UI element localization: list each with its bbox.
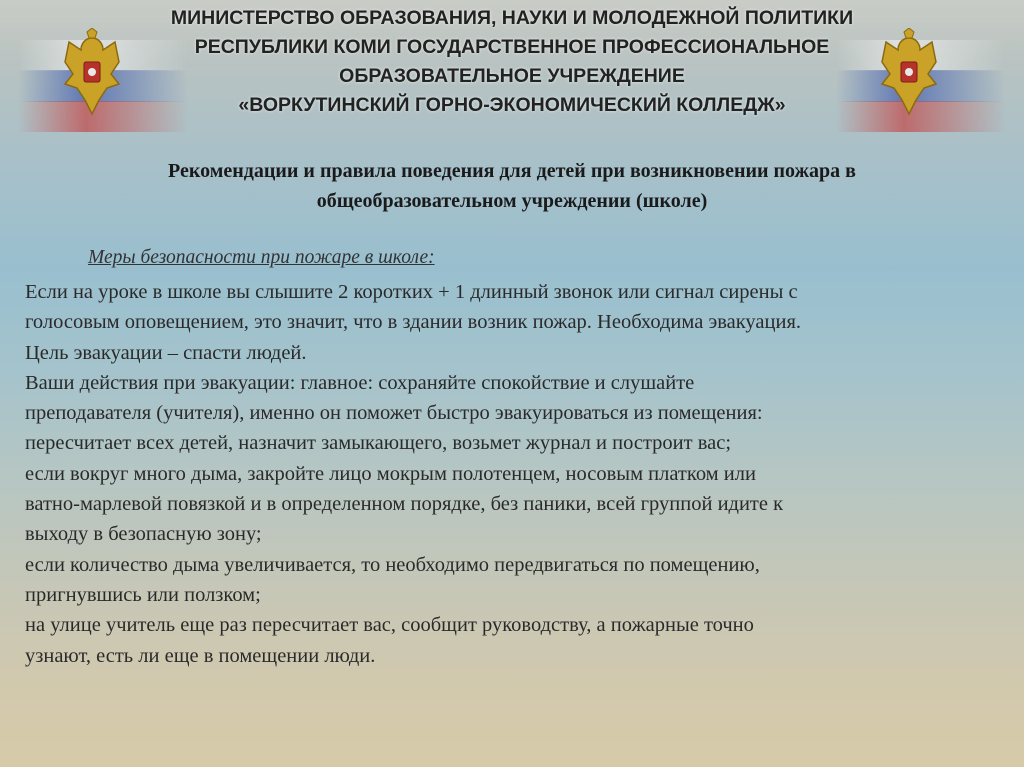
header-line: ОБРАЗОВАТЕЛЬНОЕ УЧРЕЖДЕНИЕ — [339, 65, 685, 87]
section-heading: Меры безопасности при пожаре в школе: — [88, 247, 435, 268]
paragraph-line: узнают, есть ли еще в помещении люди. — [25, 644, 376, 667]
header-line: РЕСПУБЛИКИ КОМИ ГОСУДАРСТВЕННОЕ ПРОФЕССИОНАЛЬНОЕ — [194, 36, 830, 58]
paragraph-line: пересчитает всех детей, назначит замыкающего, возьмет журнал и построит вас; — [25, 432, 732, 455]
paragraph-line: если вокруг много дыма, закройте лицо мокрым полотенцем, носовым платком или — [25, 462, 756, 485]
coat-of-arms-icon — [55, 28, 129, 120]
paragraph-line: если количество дыма увеличивается, то необходимо передвигаться по помещению, — [25, 553, 760, 576]
body-text — [25, 277, 1015, 671]
header-line: «ВОРКУТИНСКИЙ ГОРНО-ЭКОНОМИЧЕСКИЙ КОЛЛЕДЖ» — [238, 94, 786, 116]
document-title — [30, 156, 994, 216]
paragraph-line: преподавателя (учителя), именно он поможет быстро эвакуироваться из помещения: — [25, 402, 763, 425]
paragraph-line: ватно-марлевой повязкой и в определенном порядке, без паники, всей группой идите к — [25, 493, 784, 516]
institution-header — [130, 4, 894, 120]
paragraph-line: Если на уроке в школе вы слышите 2 коротких + 1 длинный звонок или сигнал сирены с — [25, 281, 798, 303]
paragraph-line: голосовым оповещением, это значит, что в здании возник пожар. Необходима эвакуация. — [25, 311, 801, 334]
header-line: МИНИСТЕРСТВО ОБРАЗОВАНИЯ, НАУКИ И МОЛОДЕЖНОЙ ПОЛИТИКИ — [170, 7, 854, 29]
paragraph-line: пригнувшись или ползком; — [25, 583, 261, 606]
paragraph-line: на улице учитель еще раз пересчитает вас, сообщит руководству, а пожарные точно — [25, 614, 754, 637]
paragraph-line: выходу в безопасную зону; — [25, 523, 262, 546]
title-line: Рекомендации и правила поведения для детей при возникновении пожара в — [168, 160, 856, 182]
paragraph-line: Цель эвакуации – спасти людей. — [25, 341, 307, 364]
title-line: общеобразовательном учреждении (школе) — [316, 190, 708, 212]
paragraph-line: Ваши действия при эвакуации: главное: сохраняйте спокойствие и слушайте — [25, 371, 695, 394]
